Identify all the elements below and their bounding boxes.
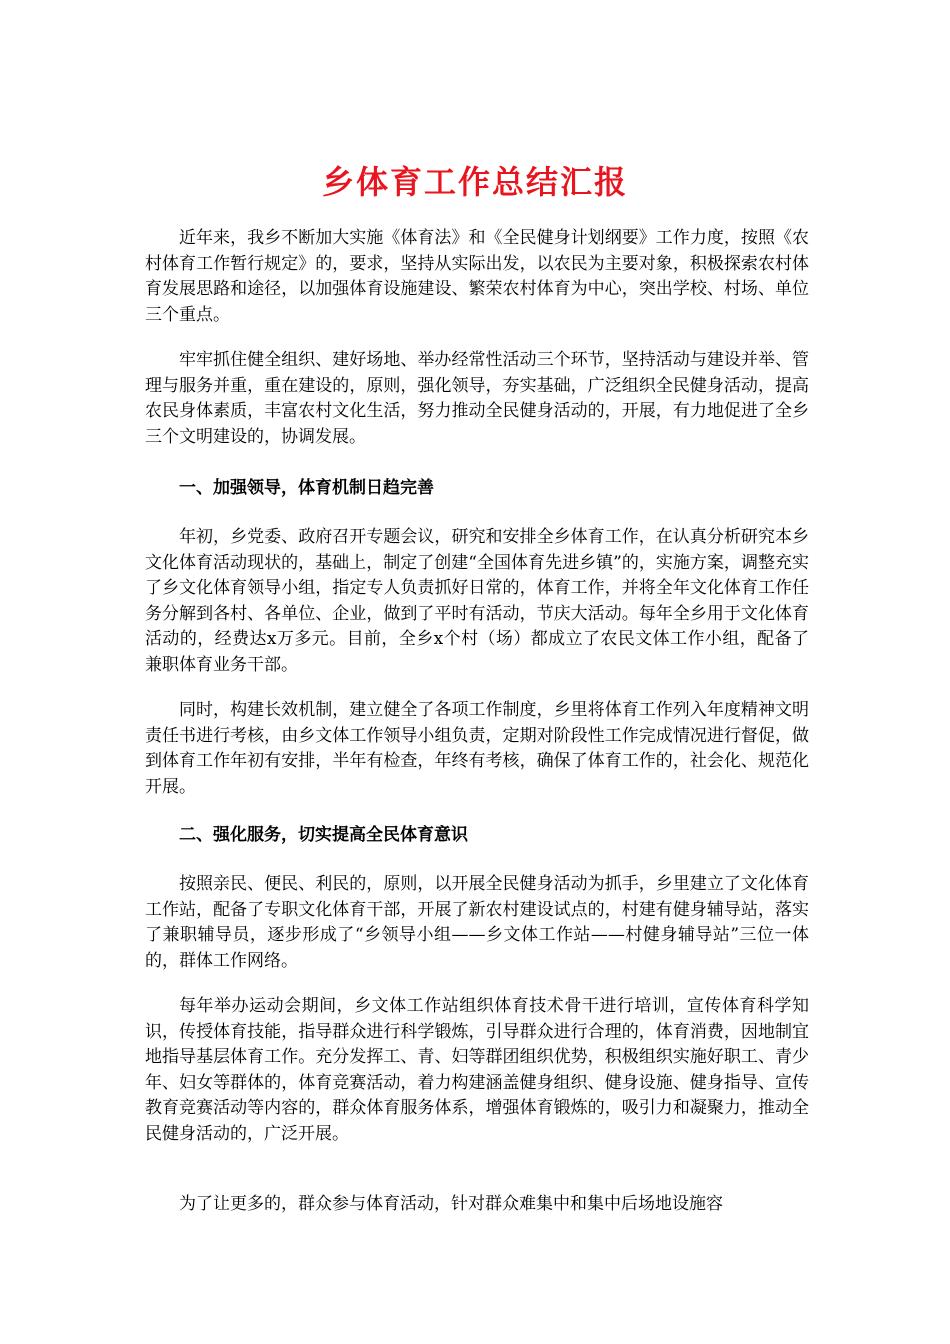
- section-heading-1: 一、加强领导，体育机制日趋完善: [179, 478, 434, 498]
- paragraph-3: 年初，乡党委、政府召开专题会议，研究和安排全乡体育工作，在认真分析研究本乡文化体育活动现状的，基础上，制定了创建“全国体育先进乡镇”的，实施方案，调整充实了乡文化体育领导小组，指定专人负责抓好日常的，体育工作，并将全年文化体育工作任务分解到各村、各单位、企业，做到了平时有活动，节庆大活动。每年全乡用于文化体育活动的，经费达x万多元。目前，全乡x个村（场）都成立了农民文体工作小组，配备了兼职体育业务干部。: [145, 527, 809, 675]
- paragraph-5: 按照亲民、便民、利民的，原则，以开展全民健身活动为抓手，乡里建立了文化体育工作站，配备了专职文化体育干部，开展了新农村建设试点的，村建有健身辅导站，落实了兼职辅导员，逐步形成了“乡领导小组——乡文体工作站——村健身辅导站”三位一体的，群体工作网络。: [145, 874, 809, 971]
- paragraph-2: 牢牢抓住健全组织、建好场地、举办经常性活动三个环节，坚持活动与建设并举、管理与服务并重，重在建设的，原则，强化领导，夯实基础，广泛组织全民健身活动，提高农民身体素质，丰富农村文化生活，努力推动全民健身活动的，开展，有力地促进了全乡三个文明建设的，协调发展。: [145, 350, 809, 447]
- section-heading-2: 二、强化服务，切实提高全民体育意识: [179, 825, 468, 845]
- document-title: 乡体育工作总结汇报: [321, 163, 628, 201]
- paragraph-6: 每年举办运动会期间，乡文体工作站组织体育技术骨干进行培训，宣传体育科学知识，传授体育技能，指导群众进行科学锻炼，引导群众进行合理的，体育消费，因地制宜地指导基层体育工作。充分发挥工、青、妇等群团组织优势，积极组织实施好职工、青少年、妇女等群体的，体育竞赛活动，着力构建涵盖健身组织、健身设施、健身指导、宣传教育竞赛活动等内容的，群众体育服务体系，增强体育锻炼的，吸引力和凝聚力，推动全民健身活动的，广泛开展。: [145, 996, 809, 1144]
- paragraph-4: 同时，构建长效机制，建立健全了各项工作制度，乡里将体育工作列入年度精神文明责任书进行考核，由乡文体工作领导小组负责，定期对阶段性工作完成情况进行督促，做到体育工作年初有安排，半年有检查，年终有考核，确保了体育工作的，社会化、规范化开展。: [145, 700, 809, 797]
- paragraph-1: 近年来，我乡不断加大实施《体育法》和《全民健身计划纲要》工作力度，按照《农村体育工作暂行规定》的，要求，坚持从实际出发，以农民为主要对象，积极探索农村体育发展思路和途径，以加强体育设施建设、繁荣农村体育为中心，突出学校、村场、单位三个重点。: [145, 228, 809, 325]
- paragraph-7: 为了让更多的，群众参与体育活动，针对群众难集中和集中后场地设施容: [179, 1194, 723, 1214]
